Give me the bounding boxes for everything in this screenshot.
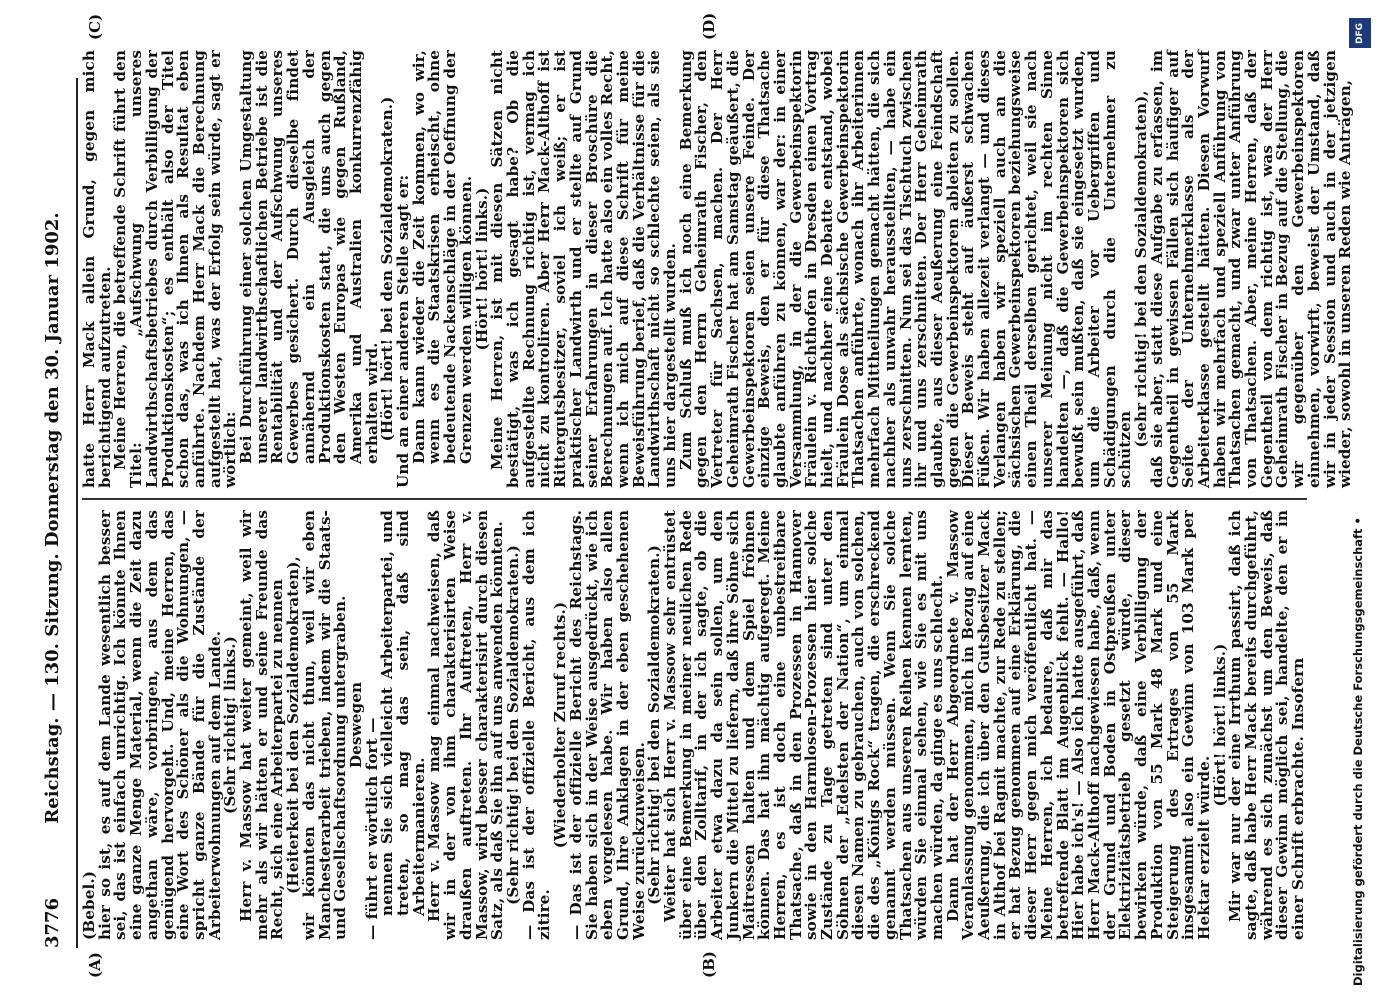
paragraph: — Das ist der offizielle Bericht des Reichstags. Sie haben sich in der Weise ausgedrückt, wie ich eben vorgelesen habe. Wir haben also allen Grund, Ihre Anklagen in der eben geschehenen Weise zurückzuweisen. [566,510,648,940]
paragraph: Zum Schluß muß ich noch eine Bemerkung gegen den Herrn Geheimrath Fischer, den Vertreter für Sachsen, machen. Der Herr Geheimrath Fischer hat am Samstag geäußert, die Gewerbeinspektoren seien unsere Feinde. Der einzige Beweis, den er für diese Thatsache glaubte anführen zu können, war der: in einer Versammlung, in der die Gewerbeinspektorin Fräulein v. Richthofen in Dresden einen Vortrag hielt, und nachher eine Debatte entstand, wobei Fräulein Dose als sächsische Gewerbeinspektorin Thatsachen anführte, wonach ihr Arbeiterinnen mehrfach Mittheilungen gemacht hätten, die sich nachher als unwahr herausstellten, — habe ein uns zerschnitten. Nun sei das Tischtuch zwischen ihr und uns zerschnitten. Der Herr Geheimrath glaubte, aus dieser Aeußerung eine Feindschaft gegen die Gewerbeinspektoren ableiten zu sollen. Dieser Beweis steht auf äußerst schwachen Füßen. Wir haben allezeit verlangt — und dieses Verlangen haben wir speziell auch an die sächsischen Gewerbeinspektoren beziehungsweise einen Theil derselben gerichtet, weil sie nach unserer Meinung nicht im rechten Sinne handelten —, daß die Gewerbeinspektoren sich bewußt sein mußten, daß sie eingesetzt wurden, um die Arbeiter vor Uebergriffen und Schädigungen durch die Unternehmer zu schützen [676,50,1135,488]
margin-mark-b: (B) [700,951,718,978]
right-column [82,50,1354,488]
paragraph: daß sie aber, statt diese Aufgabe zu erfassen, im Gegentheil in gewissen Fällen sich häufiger auf Seite der Unternehmerklasse als der Arbeiterklasse gestellt hätten. Diesen Vorwurf haben wir mehrfach und speziell Anführung von Thatsachen gemacht, und zwar unter Anführung von Thatsachen. Aber, meine Herren, daß der Gegentheil von dem richtig ist, was der Herr Geheimrath Fischer in Bezug auf die Stellung, die wir gegenüber den Gewerbeinspektoren einnehmen, vorwirft, beweist der Umstand, daß wir in jeder Session und auch in der jetzigen wieder, sowohl in unseren Reden wie Anträgen, [1147,50,1355,488]
quotation: Dann kann wieder die Zeit kommen, wo wir, wenn es die Staatskrisen erheischt, ohne bedeutende Nackenschläge in der Oeffnung der Grenzen werden willigen können. [409,50,475,464]
speaker-label: (Bebel.) [80,870,98,940]
paragraph: Mir war nur der eine Irrthum passirt, daß ich sagte, daß habe Herr Mack bereits durchgeführt, während es sich zunächst um den Beweis, daß dieser Gewinn möglich sei, handelte, den er in einer Schrift erbrachte. Insofern [1226,510,1308,940]
interjection: (Sehr richtig! links.) [221,636,240,814]
header-rule [76,78,78,948]
page-title: Reichstag. — 130. Sitzung. Donnerstag den 30. Januar 1902. [42,212,63,824]
left-column [82,510,1307,940]
paragraph: Meine Herren, die betreffende Schrift führt den Titel: „Aufschwung unseres Landwirthschaftsbetriebes durch Verbilligung der Produktionskosten“; es enthält also der Titel schon das, was ich Ihnen als Resultat eben anführte. Nachdem Herr Mack die Berechnung aufgestellt hat, was der Erfolg sein würde, sagt er wörtlich: [111,50,240,488]
margin-mark-c: (C) [86,13,104,40]
paragraph: Deswegen [346,681,365,769]
paragraph: Dann hat der Herr Abgeordnete v. Massow Veranlassung genommen, mich in Bezug auf eine Aeußerung, die ich über den Gutsbesitzer Mack in Althof bei Ragnit machte, zur Rede zu stellen; er hat Bezug genommen auf eine Erklärung, die dieser Herr gegen mich veröffentlicht hat. — Meine Herren, ich bedaure, daß mir das betreffende Blatt im Augenblick fehlt. — Hallo! Hier habe ich's! — Also ich hatte ausgeführt, daß Herr Mack-Althoff nachgewiesen habe, daß, wenn der Grund und Boden in Ostpreußen unter Elektrizitätsbetrieb gesetzt würde, dieser bewirken würde, daß eine Verbilligung der Produktion von 55 Mark 48 Mark und eine Steigerung des Ertrages von 55 Mark insgesammt also ein Gewinn von 103 Mark per Hektar erzielt würde. [943,510,1213,940]
quotation: nennen Sie sich vielleicht Arbeiterpartei, und treten, so mag das sein, daß sind Arbeitermanieren. [378,510,428,916]
interjection: (sehr richtig! bei den Sozialdemokraten), [1132,90,1151,448]
paragraph: — führt er wörtlich fort — [362,717,381,940]
interjection: (Wiederholter Zuruf rechts.) [551,601,570,849]
paragraph: wir könnten das nicht thun, weil wir eben Manchesterarbeit trieben, indem wir die Staats- und Gesellschaftsordnung untergraben. [299,510,350,940]
dfg-logo: DFG [1349,18,1371,48]
paragraph: — Das ist der offizielle Bericht, aus dem ich zitire. [519,510,554,940]
page-number: 3776 [42,897,63,948]
digitization-credit [1347,10,1377,990]
margin-mark-d: (D) [700,12,718,40]
interjection: (Hört! hört! bei den Sozialdemokraten.) [378,96,397,442]
paragraph: Herr v. Massow hat weiter gemeint, weil wir mehr als wir hätten er und seine Freunde das Recht, sich eine Arbeiterpartei zu nennen [237,510,287,940]
paragraph: Meine Herren, ist mit diesen Sätzen nicht bestätigt, was ich gesagt habe? Ob die aufgestellte Rechnung richtig ist, vermag ich nicht zu kontroliren. Aber Herr Mack-Althoff ist Rittergutsbesitzer, soviel ich weiß; er ist praktischer Landwirth und er stellte auf Grund seiner Erfahrungen in dieser Broschüre die Berechnungen auf. Ich hatte also ein volles Recht, wenn ich mich auf diese Schrift für meine Beweisführung berief, daß die Verhältnisse für die Landwirthschaft nicht so schlechte seien, als sie uns hier dargestellt wurden. [488,50,680,488]
interjection: (Hört! hört! links.) [472,187,491,351]
paragraph: hatte Herr Mack allein Grund, gegen mich berichtigend aufzutreten. [80,50,114,488]
interjection: (Hört! hört! links.) [1210,643,1229,807]
quotation: Bei Durchführung einer solchen Umgestaltung unserer landwirthschaftlichen Betriebe ist die Rentabilität und der Aufschwung unseres Gewerbes gesichert. Durch dieselbe findet annähernd ein Ausgleich der Produktionskosten statt, die uns auch gegen den Westen Europas wie gegen Rußland, Amerika und Australien konkurrenzfähig erhalten wird. [237,50,381,464]
paragraph: hier so ist, es auf dem Lande wesentlich besser sei, das ist einfach unrichtig. Ich könnte Ihnen eine ganze Menge Material, wenn die Zeit dazu angethan wäre, vorbringen, aus dem das genügend hervorgeht. Und, meine Herren, das eine Wort des Schöner als die Wohnungen, — spricht ganze Bände für die Zustände der Arbeiterwohnungen auf dem Lande. [95,510,224,940]
column-divider [82,498,1307,500]
interjection: (Sehr richtig! bei den Sozialdemokraten.) [645,545,664,905]
paragraph: Herr v. Massow mag einmal nachweisen, daß wir in der von ihm charakterisirten Weise draußen auftreten. Ihr Auftreten, Herr v. Massow, wird besser charakterisirt durch diesen Satz, als daß Sie ihn auf uns anwenden könnten. [425,510,507,940]
interjection: (Sehr richtig! bei den Sozialdemokraten.) [503,545,522,905]
margin-mark-a: (A) [86,952,104,978]
running-header [42,88,70,948]
interjection: (Heiterkeit bei den Sozialdemokraten), [284,556,303,894]
credit-text: Digitalisierung gefördert durch die Deutsche Forschungsgemeinschaft • [1351,517,1365,986]
paragraph: Und an einer anderen Stelle sagt er: [394,174,413,488]
paragraph: Weiter hat sich Herr v. Massow sehr entrüstet über eine Bemerkung in meiner neulichen Rede über den Zolltarif, in der ich sagte, ob die Arbeiter etwa dazu da sein sollen, um den Junkern die Mittel zu liefern, daß ihre Söhne sich Maitressen halten und dem Spiel fröhnen können. Das hat ihn mächtig aufgeregt. Meine Herren, es ist doch eine unbestreitbare Thatsache, daß in den Prozessen in Hannover sowie in den Harmlosen-Prozessen hier solche Zustände zu Tage getreten sind unter den Söhnen der „Edelsten der Nation“, um einmal diesen Namen zu gebrauchen, auch von solchen, die des „Königs Rock“ tragen, die erschreckend genannt werden müssen. Wenn Sie solche Thatsachen aus unseren Reihen kennen lernten, würden Sie einmal sehen, wie Sie es mit uns machen würden, da ginge es uns schlecht. [661,510,946,940]
